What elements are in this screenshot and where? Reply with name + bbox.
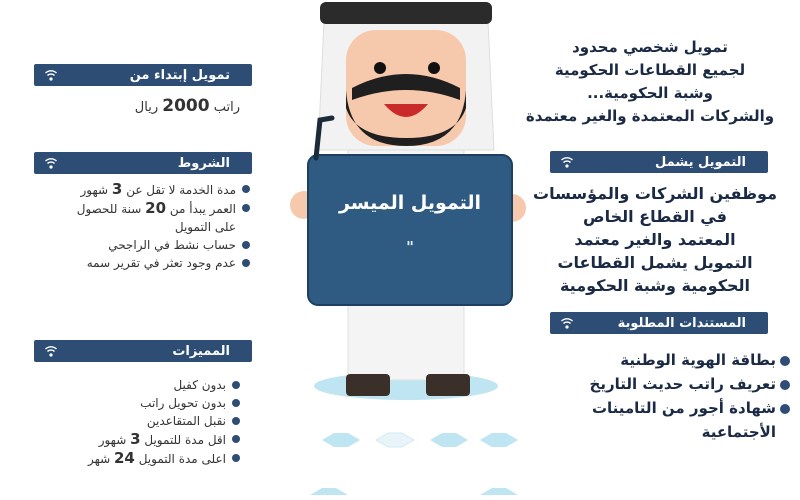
documents-header [550, 312, 768, 334]
hexagon-icon [310, 433, 518, 495]
board-title: التمويل الميسر [338, 192, 482, 214]
features-list [60, 376, 240, 468]
intro-line: لجميع القطاعات الحكومية [554, 61, 746, 79]
wifi-icon [44, 156, 58, 170]
intro-text [500, 36, 800, 128]
documents-header-label: المستندات المطلوبة [617, 315, 746, 331]
conditions-header-label: الشروط [177, 155, 230, 171]
board-mark: " [406, 238, 414, 256]
list-item: بدون كفيل [60, 376, 240, 394]
start-unit: ريال [134, 100, 159, 115]
conditions-list [60, 180, 250, 272]
includes-line: في القطاع الخاص [583, 207, 727, 226]
includes-header [550, 151, 768, 173]
start-prefix: راتب [213, 100, 240, 115]
includes-text [520, 182, 790, 297]
list-item: مدة الخدمة لا تقل عن 3 شهور [60, 180, 250, 199]
wifi-icon [44, 68, 58, 82]
intro-line: وشبة الحكومية... [587, 84, 713, 102]
wifi-icon [560, 155, 574, 169]
wifi-icon [44, 344, 58, 358]
list-item: بطاقة الهوية الوطنية [560, 348, 790, 372]
intro-line: والشركات المعتمدة والغير معتمدة [525, 107, 775, 125]
start-header-label: تمويل إبتداء من [129, 67, 230, 83]
list-item: اعلى مدة التمويل 24 شهر [60, 449, 240, 468]
list-item: شهادة أجور من التامينات الأجتماعية [560, 396, 790, 444]
intro-line: تمويل شخصي محدود [572, 38, 728, 56]
includes-line: المعتمد والغير معتمد [574, 230, 736, 249]
list-item: بدون تحويل راتب [60, 394, 240, 412]
includes-header-label: التمويل يشمل [655, 154, 746, 170]
features-header-label: المميزات [172, 343, 230, 359]
conditions-header [34, 152, 252, 174]
documents-list [560, 348, 790, 444]
start-amount: 2000 [162, 96, 210, 116]
list-item: عدم وجود تعثر في تقرير سمه [60, 254, 250, 272]
includes-line: الحكومية وشبة الحكومية [559, 276, 751, 295]
list-item: حساب نشط في الراجحي [60, 236, 250, 254]
start-header [34, 64, 252, 86]
includes-line: موظفين الشركات والمؤسسات [532, 184, 777, 203]
list-item: اقل مدة للتمويل 3 شهور [60, 430, 240, 449]
start-amount-line [90, 96, 240, 116]
includes-line: التمويل يشمل القطاعات [557, 253, 753, 272]
list-item: تعريف راتب حديث التاريخ [560, 372, 790, 396]
features-header [34, 340, 252, 362]
list-item: العمر يبدأ من 20 سنة للحصول على التمويل [60, 199, 250, 236]
wifi-icon [560, 316, 574, 330]
list-item: نقبل المتقاعدين [60, 412, 240, 430]
